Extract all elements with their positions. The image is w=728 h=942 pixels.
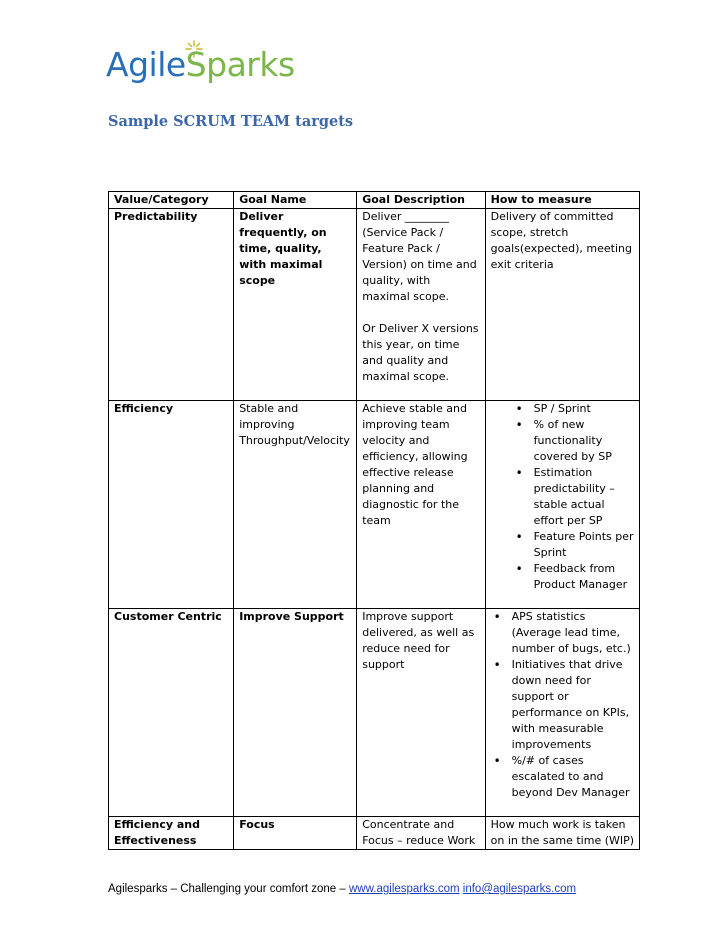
- table-row: [109, 401, 640, 609]
- table-row: [109, 209, 640, 401]
- list-item: • Feature Points per Sprint: [534, 529, 635, 561]
- logo-text-sparks: Sparks: [185, 45, 295, 84]
- row-goal-description: Concentrate and Focus – reduce Work: [357, 817, 485, 850]
- row-category: Predictability: [109, 209, 234, 401]
- description-paragraph: Or Deliver X versions this year, on time and quality and maximal scope.: [362, 322, 479, 383]
- row-category: Customer Centric: [109, 609, 234, 817]
- row-goal-description: [357, 209, 485, 401]
- row-goal-description: Improve support delivered, as well as reduce need for support: [357, 609, 485, 817]
- row-how-to-measure: How much work is taken on in the same time (WIP): [485, 817, 639, 850]
- row-how-to-measure: Delivery of committed scope, stretch goals(expected), meeting exit criteria: [485, 209, 639, 401]
- header-how-to-measure: How to measure: [485, 192, 639, 209]
- row-how-to-measure: [485, 401, 639, 609]
- measure-list: [491, 401, 635, 593]
- list-item: • %/# of cases escalated to and beyond Dev Manager: [512, 753, 635, 801]
- footer-text: Agilesparks – Challenging your comfort zone –: [108, 883, 349, 895]
- email-link[interactable]: info@agilesparks.com: [462, 883, 577, 895]
- row-goal-name: Deliver frequently, on time, quality, with maximal scope: [234, 209, 357, 401]
- header-goal-name: Goal Name: [234, 192, 357, 209]
- row-category: Efficiency and Effectiveness: [109, 817, 234, 850]
- header-goal-description: Goal Description: [357, 192, 485, 209]
- table-row: [109, 817, 640, 850]
- header-value-category: Value/Category: [109, 192, 234, 209]
- list-item: • Estimation predictability – stable actual effort per SP: [534, 465, 635, 529]
- list-item: • SP / Sprint: [534, 401, 635, 417]
- row-how-to-measure: [485, 609, 639, 817]
- logo-text-agile: Agile: [106, 45, 186, 84]
- list-item: • APS statistics (Average lead time, number of bugs, etc.): [512, 609, 635, 657]
- list-item: • % of new functionality covered by SP: [534, 417, 635, 465]
- list-item: • Feedback from Product Manager: [534, 561, 635, 593]
- table-row: [109, 609, 640, 817]
- page-footer: [108, 883, 576, 895]
- row-goal-name: Stable and improving Throughput/Velocity: [234, 401, 357, 609]
- row-category: Efficiency: [109, 401, 234, 609]
- agilesparks-logo: [106, 40, 316, 96]
- website-link[interactable]: www.agilesparks.com: [349, 883, 460, 895]
- row-goal-description: Achieve stable and improving team velocity and efficiency, allowing effective release planning and diagnostic for the team: [357, 401, 485, 609]
- row-goal-name: Improve Support: [234, 609, 357, 817]
- row-goal-name: Focus: [234, 817, 357, 850]
- targets-table: [108, 191, 640, 850]
- description-paragraph: Deliver ________ (Service Pack / Feature Pack / Version) on time and quality, with maximal scope.: [362, 210, 477, 303]
- page-title: Sample SCRUM TEAM targets: [108, 113, 354, 130]
- measure-list: [491, 609, 635, 801]
- list-item: • Initiatives that drive down need for support or performance on KPIs, with measurable improvements: [512, 657, 635, 753]
- logo-wordmark: [106, 45, 295, 84]
- table-header-row: [109, 192, 640, 209]
